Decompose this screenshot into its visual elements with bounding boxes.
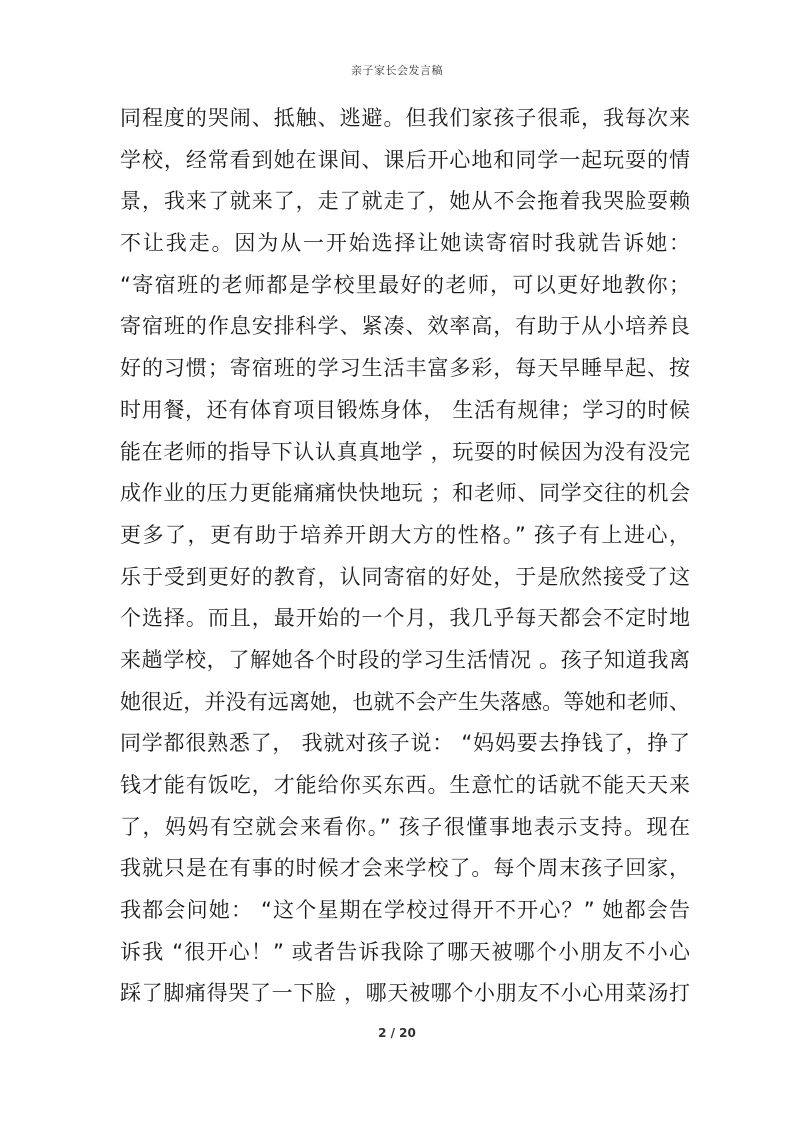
page-header-title: 亲子家长会发言稿	[351, 64, 443, 77]
text-line: 钱才能有饭吃，才能给你买东西。生意忙的话就不能天天来	[120, 773, 690, 797]
text-line: 景，我来了就来了，走了就走了，她从不会拖着我哭脸耍赖	[120, 189, 690, 214]
text-line: 个选择。而且，最开始的一个月，我几乎每天都会不定时地	[120, 606, 690, 631]
text-line: 成作业的压力更能痛痛快快地玩 ；和老师、同学交往的机会	[120, 481, 690, 506]
text-line: 踩了脚痛得哭了一下脸 ，哪天被哪个小朋友不小心用菜汤打	[120, 981, 690, 1006]
text-line: 我就只是在有事的时候才会来学校了。每个周末孩子回家，	[120, 856, 690, 881]
text-line: 来趟学校，了解她各个时段的学习生活情况 。孩子知道我离	[120, 647, 690, 672]
text-line: 更多了，更有助于培养开朗大方的性格。” 孩子有上进心，	[120, 522, 690, 547]
page-number: 2 / 20	[378, 1026, 416, 1040]
text-line: 不让我走。因为从一开始选择让她读寄宿时我就告诉她：	[120, 231, 690, 256]
text-line: 同学都很熟悉了， 我就对孩子说： “妈妈要去挣钱了，挣了	[120, 731, 690, 756]
body-text	[120, 98, 690, 1015]
text-line: 寄宿班的作息安排科学、紧凑、效率高，有助于从小培养良	[120, 314, 690, 339]
text-line: 我都会问她： “这个星期在学校过得开不开心？” 她都会告	[120, 898, 690, 923]
text-line: 能在老师的指导下认认真真地学 ，玩耍的时候因为没有没完	[120, 439, 690, 464]
text-line: 学校，经常看到她在课间、课后开心地和同学一起玩耍的情	[120, 147, 690, 172]
text-line: 乐于受到更好的教育，认同寄宿的好处，于是欣然接受了这	[120, 564, 690, 589]
text-line: 她很近，并没有远离她，也就不会产生失落感。等她和老师、	[120, 689, 690, 714]
text-line: 了，妈妈有空就会来看你。” 孩子很懂事地表示支持。现在	[120, 814, 690, 839]
text-line: “寄宿班的老师都是学校里最好的老师，可以更好地教你；	[120, 272, 690, 297]
text-line: 诉我 “很开心！” 或者告诉我除了哪天被哪个小朋友不小心	[120, 939, 690, 964]
text-line: 时用餐，还有体育项目锻炼身体， 生活有规律；学习的时候	[120, 397, 690, 422]
text-line: 同程度的哭闹、抵触、逃避。但我们家孩子很乖，我每次来	[120, 106, 690, 130]
text-line: 好的习惯；寄宿班的学习生活丰富多彩，每天早睡早起、按	[120, 356, 690, 381]
